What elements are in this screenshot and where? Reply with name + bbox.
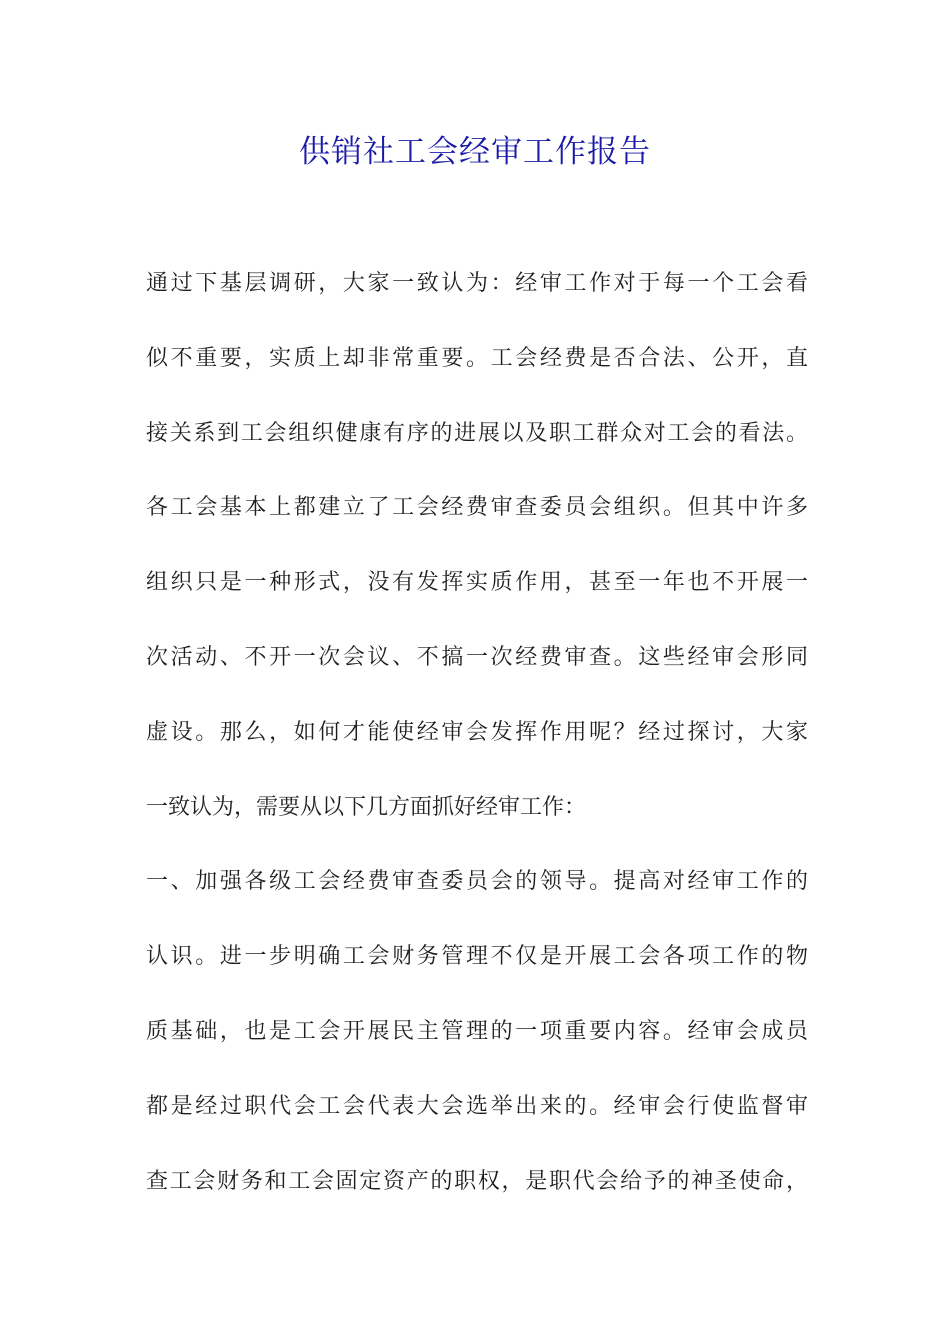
document-title: 供销社工会经审工作报告: [299, 134, 651, 170]
body-line: 接关系到工会组织健康有序的进展以及职工群众对工会的看法。: [146, 420, 808, 446]
body-line: 一致认为，需要从以下几方面抓好经审工作：: [146, 794, 587, 820]
body-line: 质基础，也是工会开展民主管理的一项重要内容。经审会成员: [146, 1018, 808, 1044]
body-line: 虚设。那么，如何才能使经审会发挥作用呢？经过探讨，大家: [146, 719, 808, 745]
body-line: 通过下基层调研，大家一致认为：经审工作对于每一个工会看: [146, 271, 808, 296]
body-line: 都是经过职代会工会代表大会选举出来的。经审会行使监督审: [146, 1093, 808, 1119]
body-line: 次活动、不开一次会议、不搞一次经费审查。这些经审会形同: [146, 644, 808, 670]
body-line: 查工会财务和工会固定资产的职权，是职代会给予的神圣使命，: [146, 1168, 808, 1194]
body-line: 一、加强各级工会经费审查委员会的领导。提高对经审工作的: [146, 869, 808, 895]
document-body: [146, 263, 808, 1235]
body-line: 似不重要，实质上却非常重要。工会经费是否合法、公开，直: [146, 345, 808, 371]
body-line: 各工会基本上都建立了工会经费审查委员会组织。但其中许多: [146, 495, 808, 521]
body-line: 认识。进一步明确工会财务管理不仅是开展工会各项工作的物: [146, 944, 808, 970]
body-line: 组织只是一种形式，没有发挥实质作用，甚至一年也不开展一: [146, 570, 808, 596]
